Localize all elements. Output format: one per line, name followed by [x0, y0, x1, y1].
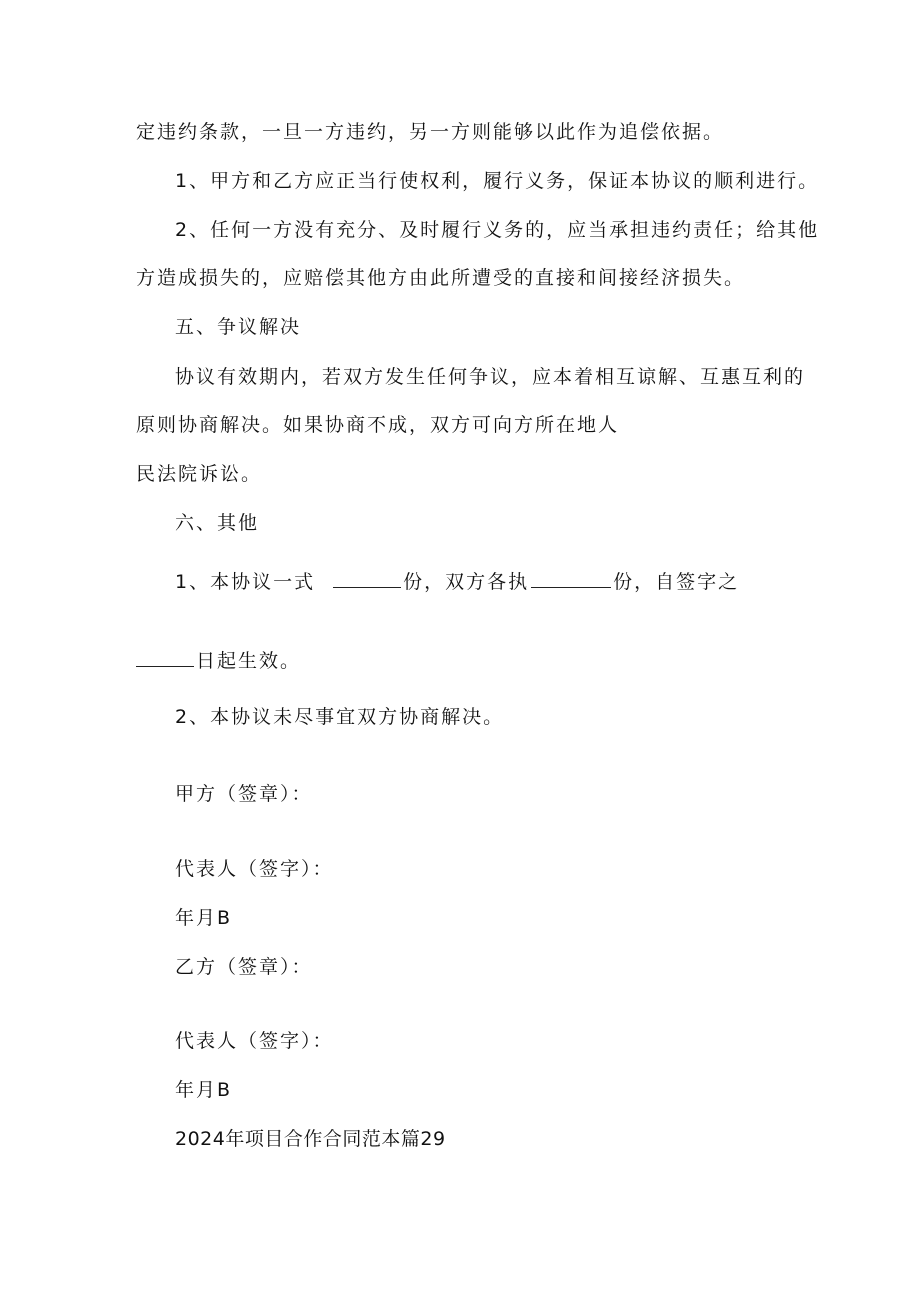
date-blank	[136, 648, 194, 667]
copies-blank	[333, 569, 401, 588]
other-clause-2: 2、本协议未尽事宜双方协商解决。	[175, 706, 505, 728]
clause-2-text: 2、任何一方没有充分、及时履行义务的，应当承担违约责任；给其他	[175, 219, 820, 241]
party-b-seal-label: 乙方（签章）：	[175, 956, 313, 978]
party-a-seal-label: 甲方（签章）：	[175, 783, 313, 805]
dispute-paragraph-line-3: 民法院诉讼。	[136, 463, 263, 485]
party-a-date-label: 年月B	[175, 907, 233, 929]
section-heading-other: 六、其他	[175, 512, 260, 534]
party-a-representative-label: 代表人（签字）：	[175, 858, 334, 880]
section-heading-dispute: 五、争议解决	[175, 316, 302, 338]
dispute-paragraph-line-1: 协议有效期内，若双方发生任何争议，应本着相互谅解、互惠互利的	[175, 366, 806, 388]
paragraph-line: 定违约条款，一旦一方违约，另一方则能够以此作为追偿依据。	[136, 121, 725, 143]
clause-2-continuation: 方造成损失的，应赔偿其他方由此所遭受的直接和间接经济损失。	[136, 267, 746, 289]
other-clause-1-part-b: 份，双方各执	[403, 571, 530, 593]
party-b-representative-label: 代表人（签字）：	[175, 1030, 334, 1052]
other-clause-1-part-c: 份，自签字之	[613, 571, 740, 593]
next-section-title: 2024年项目合作合同范本篇29	[175, 1128, 446, 1150]
party-b-date-label: 年月B	[175, 1079, 233, 1101]
clause-1-text: 1、甲方和乙方应正当行使权利，履行义务，保证本协议的顺利进行。	[175, 170, 820, 192]
other-clause-1-part-a: 1、本协议一式	[175, 571, 316, 593]
each-copies-blank	[531, 569, 611, 588]
effective-date-text: 日起生效。	[196, 650, 302, 672]
other-clause-1	[175, 569, 739, 594]
dispute-paragraph-line-2: 原则协商解决。如果协商不成，双方可向方所在地人	[136, 414, 620, 436]
effective-date-line	[136, 648, 301, 673]
